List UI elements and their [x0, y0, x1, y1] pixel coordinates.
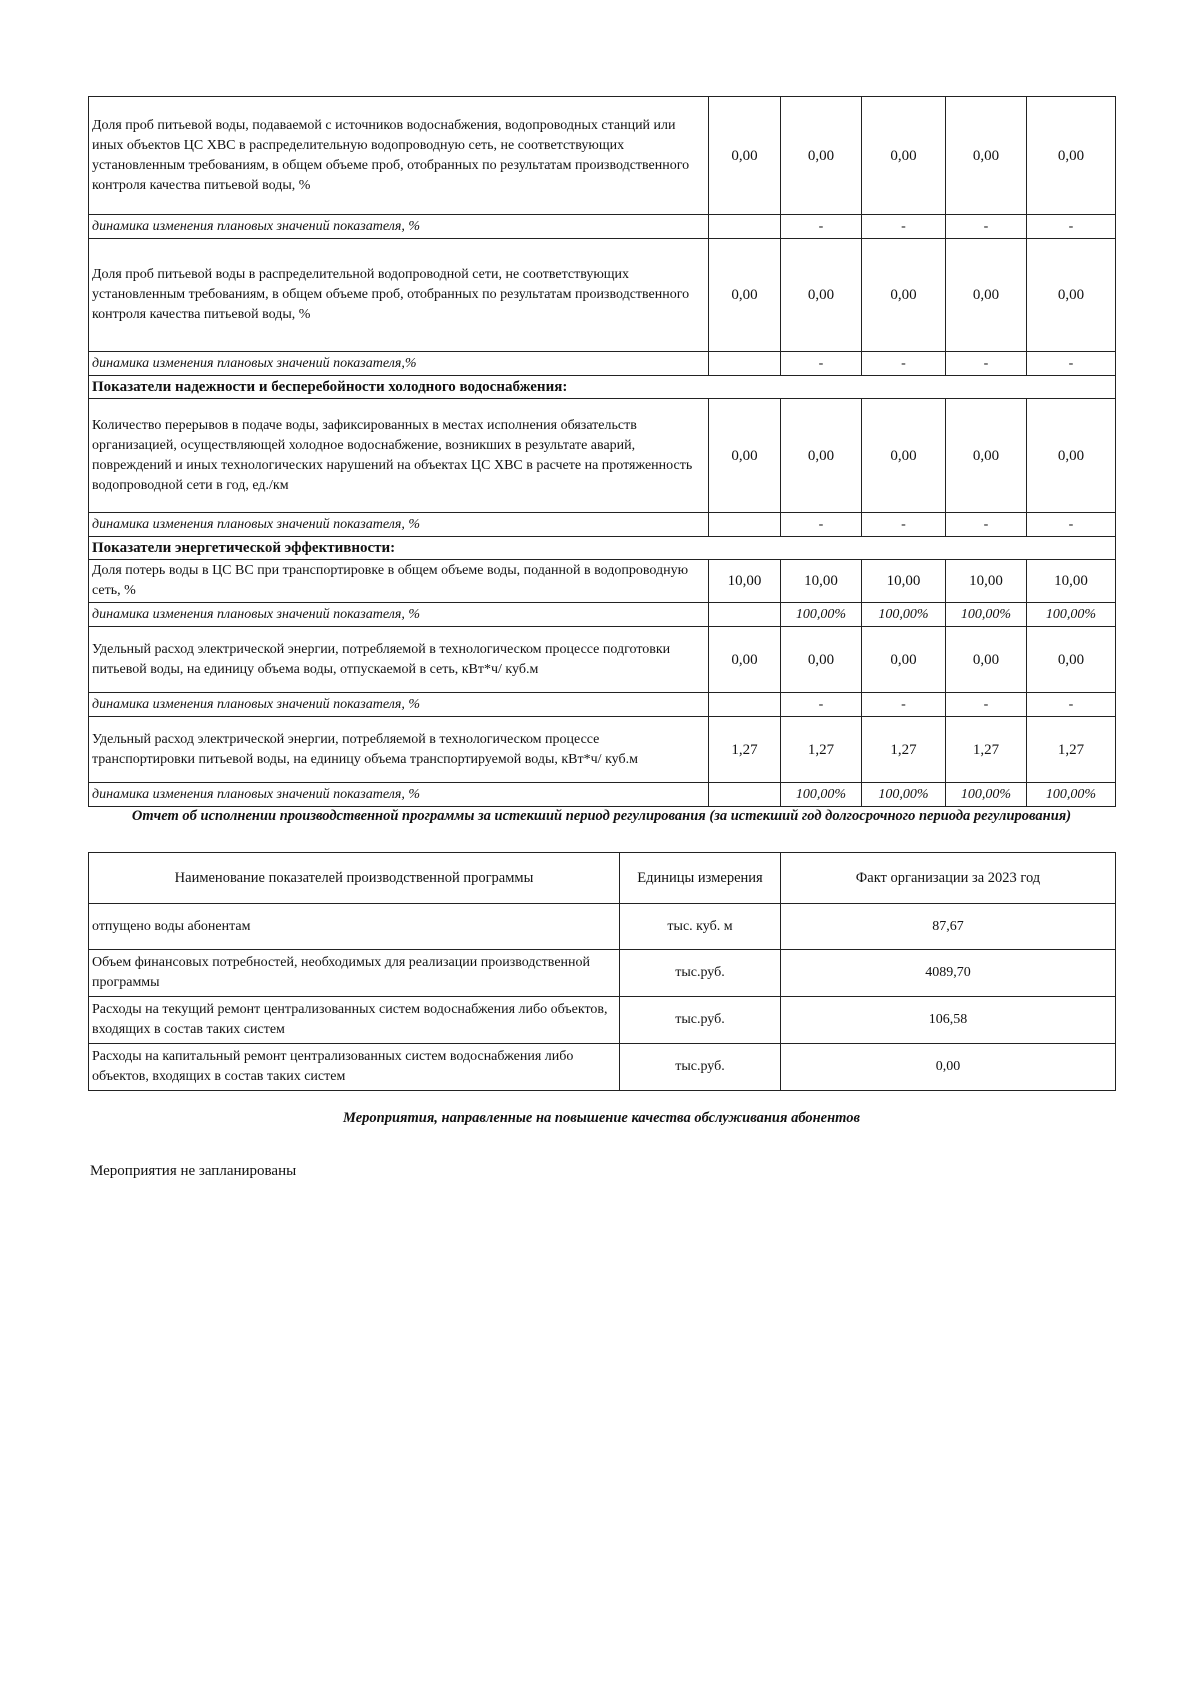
report-unit: тыс. куб. м — [620, 904, 781, 950]
dynamics-value — [709, 352, 781, 376]
report-header-name: Наименование показателей производственной программы — [89, 853, 620, 904]
indicator-value: 10,00 — [781, 560, 862, 603]
dynamics-value — [709, 693, 781, 717]
report-row — [89, 997, 1116, 1044]
report-row — [89, 950, 1116, 997]
dynamics-value: - — [946, 352, 1027, 376]
dynamics-value: - — [1027, 693, 1116, 717]
dynamics-row — [89, 603, 1116, 627]
indicator-value: 0,00 — [1027, 399, 1116, 513]
dynamics-row — [89, 215, 1116, 239]
dynamics-value — [709, 603, 781, 627]
indicator-value: 1,27 — [781, 717, 862, 783]
report-header-fact: Факт организации за 2023 год — [781, 853, 1116, 904]
dynamics-value: 100,00% — [862, 603, 946, 627]
indicator-value: 10,00 — [862, 560, 946, 603]
dynamics-value: - — [946, 513, 1027, 537]
dynamics-value: - — [862, 215, 946, 239]
report-table — [88, 852, 1116, 1091]
dynamics-label: динамика изменения плановых значений показателя, % — [89, 603, 709, 627]
report-name: отпущено воды абонентам — [89, 904, 620, 950]
report-name: Объем финансовых потребностей, необходимых для реализации производственной программы — [89, 950, 620, 997]
dynamics-label: динамика изменения плановых значений показателя, % — [89, 693, 709, 717]
indicator-row — [89, 560, 1116, 603]
dynamics-value: - — [946, 693, 1027, 717]
dynamics-label: динамика изменения плановых значений показателя, % — [89, 783, 709, 807]
section-heading-row — [89, 376, 1116, 399]
indicator-value: 1,27 — [709, 717, 781, 783]
indicator-value: 0,00 — [709, 239, 781, 352]
dynamics-row — [89, 352, 1116, 376]
indicator-value: 0,00 — [862, 239, 946, 352]
indicator-value: 0,00 — [946, 97, 1027, 215]
report-value: 0,00 — [781, 1044, 1116, 1091]
indicator-value: 0,00 — [781, 239, 862, 352]
indicator-row — [89, 399, 1116, 513]
report-unit: тыс.руб. — [620, 950, 781, 997]
report-unit: тыс.руб. — [620, 997, 781, 1044]
dynamics-value — [709, 783, 781, 807]
dynamics-value: - — [1027, 352, 1116, 376]
dynamics-label: динамика изменения плановых значений показателя, % — [89, 215, 709, 239]
indicator-row — [89, 717, 1116, 783]
dynamics-value: - — [862, 693, 946, 717]
dynamics-value: 100,00% — [946, 783, 1027, 807]
dynamics-value: - — [781, 215, 862, 239]
dynamics-value: - — [862, 352, 946, 376]
indicator-value: 0,00 — [709, 399, 781, 513]
dynamics-row — [89, 783, 1116, 807]
dynamics-value: 100,00% — [781, 783, 862, 807]
indicator-name: Количество перерывов в подаче воды, зафиксированных в местах исполнения обязательств организацией, осуществляющей холодное водоснабжение, возникших в результате аварий, повреждений и иных технологических нарушений на объектах ЦС ХВС в расчете на протяженность водопроводной сети в год, ед./км — [89, 399, 709, 513]
measures-text: Мероприятия не запланированы — [90, 1163, 297, 1179]
report-title: Отчет об исполнении производственной программы за истекший период регулирования (за истекший год долгосрочного периода регулирования) — [131, 808, 1072, 824]
indicator-value: 0,00 — [709, 97, 781, 215]
indicator-row — [89, 97, 1116, 215]
dynamics-value: - — [946, 215, 1027, 239]
dynamics-value: - — [781, 513, 862, 537]
indicator-name: Доля проб питьевой воды в распределительной водопроводной сети, не соответствующих установленным требованиям, в общем объеме проб, отобранных по результатам производственного контроля качества питьевой воды, % — [89, 239, 709, 352]
indicator-value: 10,00 — [1027, 560, 1116, 603]
indicator-value: 0,00 — [1027, 239, 1116, 352]
dynamics-value: - — [781, 352, 862, 376]
dynamics-value: 100,00% — [862, 783, 946, 807]
report-value: 4089,70 — [781, 950, 1116, 997]
measures-title: Мероприятия, направленные на повышение качества обслуживания абонентов — [343, 1110, 860, 1126]
indicator-name: Удельный расход электрической энергии, потребляемой в технологическом процессе подготовки питьевой воды, на единицу объема воды, отпускаемой в сеть, кВт*ч/ куб.м — [89, 627, 709, 693]
dynamics-row — [89, 693, 1116, 717]
indicator-value: 0,00 — [1027, 627, 1116, 693]
dynamics-row — [89, 513, 1116, 537]
dynamics-value: - — [781, 693, 862, 717]
dynamics-value: 100,00% — [781, 603, 862, 627]
report-header-unit: Единицы измерения — [620, 853, 781, 904]
dynamics-value: - — [1027, 513, 1116, 537]
dynamics-value — [709, 513, 781, 537]
indicator-value: 0,00 — [709, 627, 781, 693]
indicator-name: Доля проб питьевой воды, подаваемой с источников водоснабжения, водопроводных станций или иных объектов ЦС ХВС в распределительную водопроводную сеть, не соответствующих установленным требованиям, в общем объеме проб, отобранных по результатам производственного контроля качества питьевой воды, % — [89, 97, 709, 215]
indicator-value: 1,27 — [946, 717, 1027, 783]
indicator-value: 10,00 — [946, 560, 1027, 603]
indicator-value: 1,27 — [862, 717, 946, 783]
section-heading: Показатели надежности и бесперебойности холодного водоснабжения: — [89, 376, 1116, 399]
indicator-row — [89, 627, 1116, 693]
report-name: Расходы на текущий ремонт централизованных систем водоснабжения либо объектов, входящих в состав таких систем — [89, 997, 620, 1044]
indicator-value: 0,00 — [781, 399, 862, 513]
report-unit: тыс.руб. — [620, 1044, 781, 1091]
indicator-value: 0,00 — [781, 627, 862, 693]
report-header-row — [89, 853, 1116, 904]
report-value: 106,58 — [781, 997, 1116, 1044]
indicator-value: 1,27 — [1027, 717, 1116, 783]
indicator-value: 0,00 — [862, 627, 946, 693]
indicator-value: 0,00 — [946, 627, 1027, 693]
report-row — [89, 1044, 1116, 1091]
report-value: 87,67 — [781, 904, 1116, 950]
section-heading-row — [89, 537, 1116, 560]
indicator-value: 0,00 — [862, 97, 946, 215]
dynamics-value: - — [862, 513, 946, 537]
indicator-value: 10,00 — [709, 560, 781, 603]
dynamics-value: 100,00% — [946, 603, 1027, 627]
indicator-value: 0,00 — [862, 399, 946, 513]
dynamics-label: динамика изменения плановых значений показателя,% — [89, 352, 709, 376]
dynamics-value — [709, 215, 781, 239]
dynamics-value: - — [1027, 215, 1116, 239]
indicator-value: 0,00 — [1027, 97, 1116, 215]
dynamics-label: динамика изменения плановых значений показателя, % — [89, 513, 709, 537]
indicator-value: 0,00 — [946, 239, 1027, 352]
indicator-name: Доля потерь воды в ЦС ВС при транспортировке в общем объеме воды, поданной в водопроводную сеть, % — [89, 560, 709, 603]
section-heading: Показатели энергетической эффективности: — [89, 537, 1116, 560]
dynamics-value: 100,00% — [1027, 783, 1116, 807]
dynamics-value: 100,00% — [1027, 603, 1116, 627]
indicator-name: Удельный расход электрической энергии, потребляемой в технологическом процессе транспортировки питьевой воды, на единицу объема транспортируемой воды, кВт*ч/ куб.м — [89, 717, 709, 783]
indicator-value: 0,00 — [781, 97, 862, 215]
report-name: Расходы на капитальный ремонт централизованных систем водоснабжения либо объектов, входящих в состав таких систем — [89, 1044, 620, 1091]
indicators-table — [88, 96, 1116, 807]
indicator-value: 0,00 — [946, 399, 1027, 513]
indicator-row — [89, 239, 1116, 352]
report-row — [89, 904, 1116, 950]
